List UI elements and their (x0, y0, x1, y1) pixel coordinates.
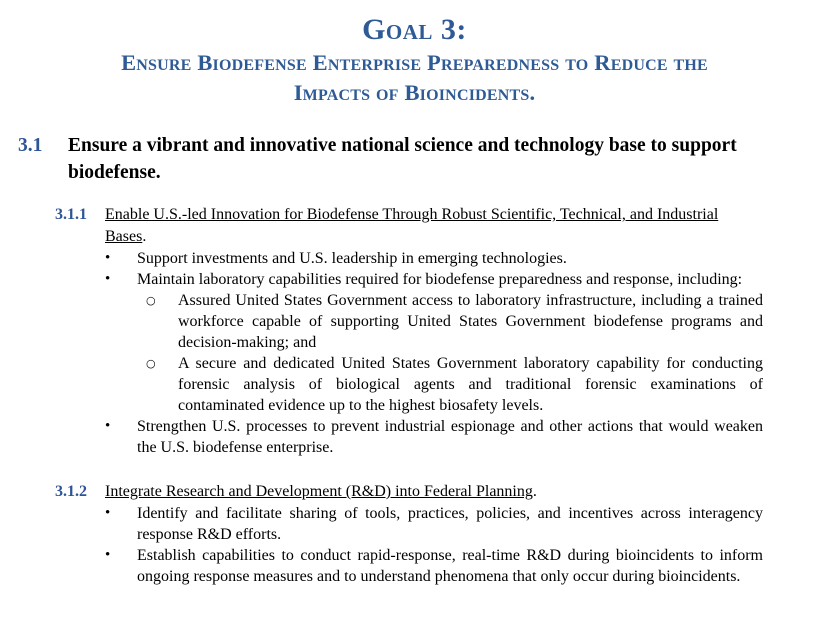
bullet-item (105, 416, 763, 458)
bullet-dot-icon: • (105, 271, 111, 287)
goal-subtitle-line-1: Ensure Biodefense Enterprise Preparedness to Reduce the (121, 50, 708, 75)
bullet-text: Strengthen U.S. processes to prevent industrial espionage and other actions that would weaken the U.S. biodefense enterprise. (137, 418, 763, 456)
bullet-text: Support investments and U.S. leadership in emerging technologies. (137, 250, 567, 267)
subsection-title-text: Enable U.S.-led Innovation for Biodefense Through Robust Scientific, Technical, and Industrial Bases (105, 206, 719, 245)
subsection-title-period: . (142, 228, 147, 245)
sub-bullet-item (146, 290, 763, 353)
bullet-dot-icon: • (105, 547, 111, 563)
objective-3-1 (18, 132, 763, 186)
bullet-dot-icon: • (105, 418, 111, 434)
objective-heading: Ensure a vibrant and innovative national science and technology base to support biodefense. (68, 135, 737, 183)
subsection-title (105, 481, 763, 503)
goal-title-block (0, 11, 829, 108)
bullet-text: Maintain laboratory capabilities required for biodefense preparedness and response, including: (137, 271, 743, 288)
goal-heading: Goal 3: (362, 13, 467, 46)
sub-bullet-item (146, 353, 763, 416)
bullet-item (105, 545, 763, 587)
bullet-item (105, 269, 763, 290)
subsection-title-text: Integrate Research and Development (R&D) into Federal Planning (105, 483, 533, 500)
goal-subtitle-line-2: Impacts of Bioincidents. (293, 80, 536, 105)
bullet-text: Identify and facilitate sharing of tools, practices, policies, and incentives across interagency response R&D efforts. (137, 505, 763, 543)
sub-bullet-text: A secure and dedicated United States Government laboratory capability for conducting forensic analysis of biological agents and traditional forensic examinations of contaminated evidence up to the highest biosafety levels. (178, 355, 763, 414)
subsection-number: 3.1.1 (55, 206, 87, 223)
subsection-number: 3.1.2 (55, 483, 87, 500)
subsection-3-1-2-heading (55, 481, 763, 503)
objective-number: 3.1 (18, 135, 43, 156)
subsection-title-period: . (532, 483, 537, 500)
bullet-circle-icon: ○ (146, 294, 156, 307)
bullet-item (105, 503, 763, 545)
bullet-item (105, 248, 763, 269)
bullet-dot-icon: • (105, 505, 111, 521)
bullet-text: Establish capabilities to conduct rapid-response, real-time R&D during bioincidents to inform ongoing response measures and to understand phenomena that only occur during bioincidents. (137, 547, 763, 585)
subsection-title (105, 204, 763, 248)
bullet-dot-icon: • (105, 250, 111, 266)
sub-bullet-text: Assured United States Government access to laboratory infrastructure, including a trained workforce capable of supporting United States Government biodefense programs and decision-making; and (178, 292, 763, 351)
subsection-3-1-1-heading (55, 204, 763, 248)
bullet-circle-icon: ○ (146, 357, 156, 370)
